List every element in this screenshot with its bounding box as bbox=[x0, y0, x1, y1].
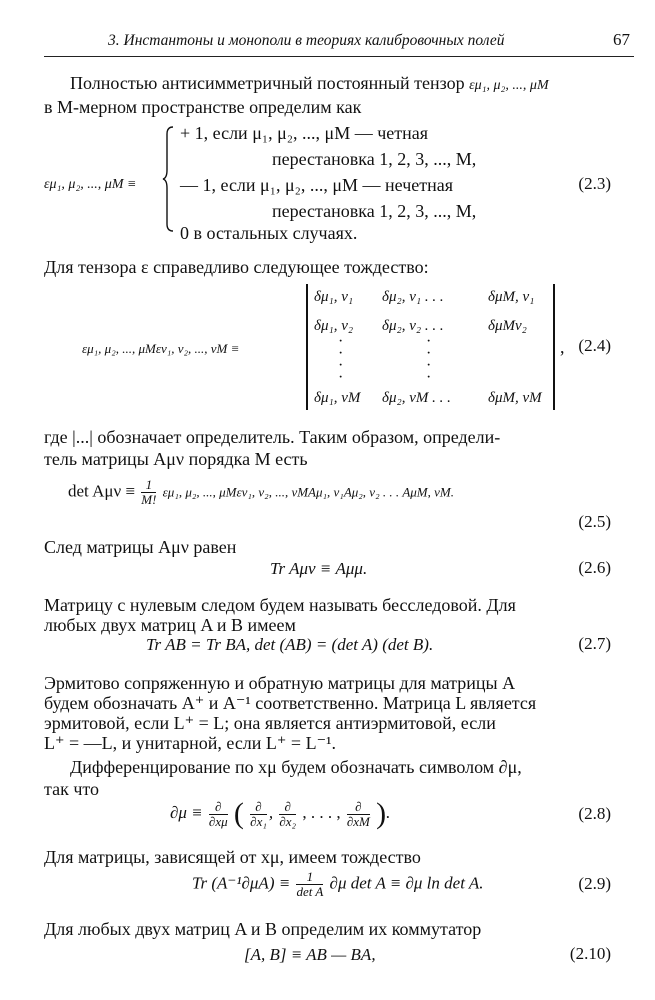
para2-text: Для тензора ε справедливо следующее тождество: bbox=[44, 257, 429, 277]
para8-text: Для матрицы, зависящей от xμ, имеем тождество bbox=[44, 847, 421, 867]
eq25-fraction bbox=[141, 478, 156, 507]
eq25-frac-num: 1 bbox=[141, 478, 156, 493]
para6-line4: L⁺ = —L, и унитарной, если L⁺ = L⁻¹. bbox=[44, 733, 336, 753]
eq210-formula: [A, B] ≡ AB — BA, bbox=[244, 945, 376, 964]
eq26-number: (2.6) bbox=[578, 558, 611, 577]
eq27-formula: Tr AB = Tr BA, det (AB) = (det A) (det B). bbox=[146, 635, 434, 654]
eq28-lhs: ∂μ ≡ bbox=[170, 803, 203, 822]
eq28-frac-1: $\frac{\partial}{\partial x\mu}$ bbox=[208, 798, 228, 829]
eq27-number: (2.7) bbox=[578, 634, 611, 653]
eq28-number: (2.8) bbox=[578, 804, 611, 823]
eq25-frac-den: M! bbox=[141, 492, 157, 507]
epsilon-symbol: εμ₁, μ₂, ..., μM bbox=[469, 78, 549, 93]
para7-line1: Дифференцирование по xμ будем обозначать символом ∂μ, bbox=[70, 757, 522, 777]
eq24-lhs: εμ₁, μ₂, ..., μMεν₁, ν₂, ..., νM ≡ bbox=[82, 341, 240, 356]
det-cell-m-1: δμ₁, νM bbox=[314, 390, 361, 406]
eq25-number: (2.5) bbox=[578, 512, 611, 531]
para5-line2: любых двух матриц A и B имеем bbox=[44, 615, 296, 635]
det-cell-m-3: δμM, νM bbox=[488, 390, 542, 406]
page-number: 67 bbox=[613, 30, 630, 49]
det-right-bar bbox=[553, 284, 555, 410]
eq25-rhs: εμ₁, μ₂, ..., μMεν₁, ν₂, ..., νMAμ₁, ν₁Aμ₂, ν₂ . . . AμM, νM. bbox=[162, 484, 454, 500]
eq29-lhs: Tr (A⁻¹∂μA) ≡ bbox=[192, 873, 291, 893]
eq28-frac-3: $\frac{\partial}{\text{∂x₂}}$ bbox=[279, 798, 297, 829]
det-vdots-col1: · · · · bbox=[338, 333, 344, 386]
para3-line2: тель матрицы Aμν порядка M есть bbox=[44, 449, 308, 469]
eq23-case1-b: перестановка 1, 2, 3, ..., M, bbox=[272, 149, 477, 169]
eq29-number: (2.9) bbox=[578, 874, 611, 893]
para4-text: След матрицы Aμν равен bbox=[44, 537, 237, 557]
eq26-formula: Tr Aμν ≡ Aμμ. bbox=[270, 559, 368, 578]
eq24-tail: , bbox=[560, 337, 565, 357]
eq23-case3: 0 в остальных случаях. bbox=[180, 223, 358, 243]
det-cell-2-3: δμMν₂ bbox=[488, 318, 527, 334]
eq23-case1-a: + 1, если μ₁, μ₂, ..., μM — четная bbox=[180, 123, 429, 143]
eq29-formula bbox=[192, 870, 484, 899]
eq23-case2-b: перестановка 1, 2, 3, ..., M, bbox=[272, 201, 477, 221]
para5-line1: Матрицу с нулевым следом будем называть бесследовой. Для bbox=[44, 595, 516, 615]
eq28-frac-2: $\frac{\partial}{\text{∂x₁}}$ bbox=[250, 798, 267, 829]
det-cell-1-3: δμM, ν₁ bbox=[488, 289, 535, 305]
running-header bbox=[44, 24, 634, 57]
para1-line1: Полностью антисимметричный постоянный тензор εμ₁, μ₂, ..., μM bbox=[70, 73, 549, 93]
eq25-lhs: det Aμν ≡ bbox=[68, 481, 135, 501]
eq28-frac-4: $\frac{\partial}{\partial xM}$ bbox=[346, 798, 370, 829]
eq28-dots: , . . . , bbox=[302, 803, 341, 822]
det-left-bar bbox=[306, 284, 308, 410]
eq23-lhs: εμ₁, μ₂, ..., μM ≡ bbox=[44, 177, 137, 192]
det-cell-1-2: δμ₂, ν₁ . . . bbox=[382, 289, 444, 305]
eq29-fraction: $\frac{1}{\text{det A}}$ bbox=[296, 869, 324, 899]
left-brace-icon bbox=[162, 126, 174, 232]
det-cell-1-1: δμ₁, ν₁ bbox=[314, 289, 354, 305]
eq23-number: (2.3) bbox=[578, 174, 611, 193]
eq28-close-paren: ) bbox=[376, 797, 387, 831]
eq23-case2-a: — 1, если μ₁, μ₂, ..., μM — нечетная bbox=[180, 175, 454, 195]
eq210-number: (2.10) bbox=[569, 944, 611, 963]
det-cell-2-1: δμ₁, ν₂ bbox=[314, 318, 354, 334]
det-cell-m-2: δμ₂, νM . . . bbox=[382, 390, 451, 406]
eq28-open-paren: ( bbox=[233, 797, 244, 831]
para6-line2: будем обозначать A⁺ и A⁻¹ соответственно. Матрица L является bbox=[44, 693, 537, 713]
para9-text: Для любых двух матриц A и B определим их коммутатор bbox=[44, 919, 482, 939]
para1-line2: в M-мерном пространстве определим как bbox=[44, 97, 362, 117]
running-title: 3. Инстантоны и монополи в теориях калибровочных полей bbox=[108, 32, 505, 49]
para3-line1: где |...| обозначает определитель. Таким образом, определи- bbox=[44, 427, 501, 447]
eq29-rhs: ∂μ det A ≡ ∂μ ln det A. bbox=[329, 873, 484, 893]
eq24-number: (2.4) bbox=[578, 336, 611, 355]
para6-line3: эрмитовой, если L⁺ = L; она является антиэрмитовой, если bbox=[44, 713, 496, 733]
det-cell-2-2: δμ₂, ν₂ . . . bbox=[382, 318, 444, 334]
det-vdots-col2: · · · · bbox=[426, 333, 432, 386]
para6-line1: Эрмитово сопряженную и обратную матрицы для матрицы A bbox=[44, 673, 516, 693]
eq28-formula: ∂μ ≡ $\frac{\partial}{\partial x\mu}$ ( $\frac{\partial}{\text{∂x₁}}$ , $\frac{\partial}{\text{∂x₂}}$ , . . . , $\frac{\partial}{\partial xM}$ ). bbox=[170, 797, 391, 831]
eq25-formula bbox=[68, 478, 454, 507]
para7-line2: так что bbox=[44, 779, 100, 799]
